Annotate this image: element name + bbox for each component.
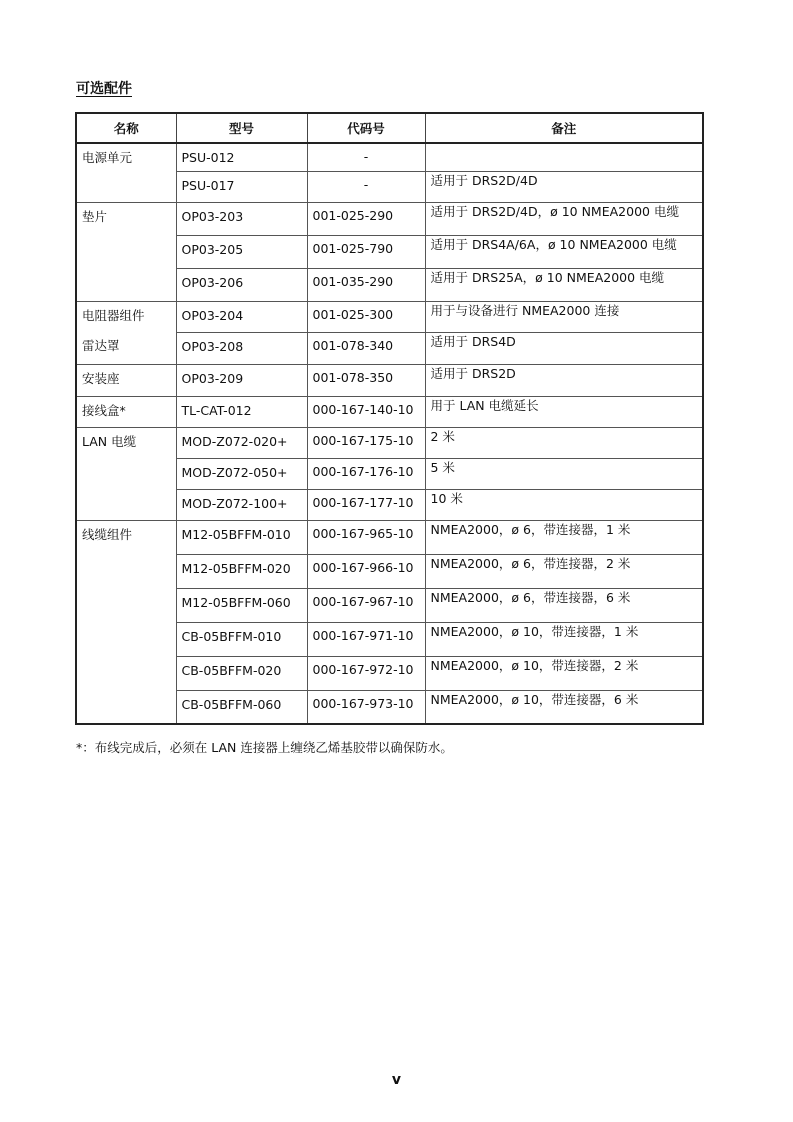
- cell-code: [307, 656, 425, 690]
- cell-model: [176, 364, 307, 396]
- cell-code: [307, 171, 425, 202]
- cell-model: [176, 396, 307, 427]
- cell-code-text: 000-167-140-10: [312, 401, 414, 417]
- cell-model-text: PSU-012: [181, 150, 235, 165]
- cell-name-text: 雷达罩: [82, 338, 120, 353]
- table-row: [76, 202, 703, 235]
- cell-note: NMEA2000，ø 10，带连接器，6 米: [425, 690, 703, 724]
- cell-name-text: 电源单元: [82, 150, 133, 165]
- cell-code: [307, 301, 425, 332]
- table-row: [76, 364, 703, 396]
- cell-note: 5 米: [425, 458, 703, 489]
- cell-name-text: [82, 622, 171, 627]
- cell-code-text: 001-025-300: [312, 306, 394, 322]
- cell-name-text: LAN 电缆: [82, 433, 137, 449]
- optional-accessories-table: [75, 112, 704, 725]
- cell-model-text: PSU-017: [181, 177, 235, 193]
- cell-code-text: -: [363, 149, 369, 164]
- cell-note: 10 米: [425, 489, 703, 520]
- cell-model-text: OP03-205: [181, 241, 244, 257]
- cell-note: 2 米: [425, 427, 703, 458]
- cell-name: [76, 622, 176, 656]
- cell-note: NMEA2000，ø 10，带连接器，2 米: [425, 656, 703, 690]
- table-row: [76, 656, 703, 690]
- cell-code: [307, 202, 425, 235]
- cell-note: NMEA2000，ø 6，带连接器，6 米: [425, 588, 703, 622]
- cell-name: [76, 489, 176, 520]
- cell-name: [76, 427, 176, 458]
- footnote: *：布线完成后，必须在 LAN 连接器上缠绕乙烯基胶带以确保防水。: [76, 740, 453, 755]
- cell-model: [176, 690, 307, 724]
- cell-code: [307, 396, 425, 427]
- cell-code-text: 000-167-972-10: [312, 661, 414, 677]
- cell-note: 用于 LAN 电缆延长: [425, 396, 703, 427]
- cell-note: NMEA2000，ø 6，带连接器，1 米: [425, 520, 703, 554]
- cell-note: 适用于 DRS2D: [425, 364, 703, 396]
- table-header-row: [76, 113, 703, 143]
- cell-model-text: OP03-203: [181, 208, 244, 224]
- cell-note: 适用于 DRS25A，ø 10 NMEA2000 电缆: [425, 268, 703, 301]
- cell-name: [76, 554, 176, 588]
- table-row: [76, 690, 703, 724]
- cell-name-text: [82, 489, 171, 494]
- cell-code-text: 000-167-966-10: [312, 559, 414, 575]
- cell-name: [76, 235, 176, 268]
- cell-name: [76, 268, 176, 301]
- cell-model: [176, 520, 307, 554]
- cell-name-text: 线缆组件: [82, 526, 133, 542]
- cell-note: 适用于 DRS4D: [425, 332, 703, 364]
- table-row: [76, 268, 703, 301]
- cell-model: [176, 458, 307, 489]
- cell-model-text: OP03-204: [181, 307, 244, 323]
- table-row: [76, 489, 703, 520]
- cell-name-text: 电阻器组件: [82, 307, 145, 323]
- cell-name: [76, 690, 176, 724]
- cell-model: [176, 332, 307, 364]
- table-row: [76, 301, 703, 332]
- cell-model-text: OP03-206: [181, 274, 244, 290]
- table-row: [76, 622, 703, 656]
- cell-name: [76, 171, 176, 202]
- page-number: v: [391, 1072, 402, 1088]
- cell-code: [307, 427, 425, 458]
- cell-model: [176, 588, 307, 622]
- cell-model: [176, 143, 307, 171]
- cell-name-text: [82, 235, 171, 240]
- cell-model: [176, 171, 307, 202]
- cell-model-text: MOD-Z072-020+: [181, 433, 288, 449]
- cell-code-text: 000-167-967-10: [312, 593, 414, 609]
- cell-model-text: M12-05BFFM-060: [181, 594, 291, 610]
- cell-code: [307, 554, 425, 588]
- cell-name-text: [82, 171, 171, 176]
- cell-name: [76, 396, 176, 427]
- table-row: [76, 143, 703, 171]
- table-row: [76, 427, 703, 458]
- cell-model-text: CB-05BFFM-010: [181, 628, 282, 644]
- cell-name-text: [82, 588, 171, 593]
- cell-code: [307, 332, 425, 364]
- cell-code-text: 000-167-177-10: [312, 494, 414, 510]
- cell-code: [307, 143, 425, 171]
- cell-code: [307, 520, 425, 554]
- cell-name-text: [82, 268, 171, 273]
- cell-model: [176, 656, 307, 690]
- cell-model-text: MOD-Z072-050+: [181, 464, 288, 480]
- table-row: [76, 520, 703, 554]
- cell-code-text: -: [363, 176, 369, 192]
- cell-name-text: [82, 690, 171, 695]
- cell-name: [76, 143, 176, 171]
- cell-name-text: 安装座: [82, 370, 120, 386]
- cell-name: [76, 458, 176, 489]
- cell-code: [307, 235, 425, 268]
- cell-note: [425, 143, 703, 171]
- cell-code-text: 000-167-175-10: [312, 432, 414, 448]
- cell-model-text: CB-05BFFM-020: [181, 662, 282, 678]
- cell-note: 适用于 DRS4A/6A，ø 10 NMEA2000 电缆: [425, 235, 703, 268]
- cell-name: [76, 202, 176, 235]
- header-model: 型号: [176, 113, 307, 143]
- header-name: 名称: [76, 113, 176, 143]
- cell-name: [76, 520, 176, 554]
- table-row: [76, 588, 703, 622]
- cell-name-text: 接线盒*: [82, 402, 126, 418]
- table-row: [76, 235, 703, 268]
- cell-note: NMEA2000，ø 6，带连接器，2 米: [425, 554, 703, 588]
- cell-code-text: 001-025-290: [312, 207, 394, 223]
- cell-name: [76, 588, 176, 622]
- cell-model-text: OP03-208: [181, 338, 244, 354]
- section-title: 可选配件: [76, 81, 132, 97]
- cell-name: [76, 301, 176, 332]
- cell-model-text: TL-CAT-012: [181, 402, 252, 418]
- cell-note: 适用于 DRS2D/4D，ø 10 NMEA2000 电缆: [425, 202, 703, 235]
- cell-model-text: M12-05BFFM-020: [181, 560, 291, 576]
- cell-code: [307, 489, 425, 520]
- cell-name-text: [82, 458, 171, 463]
- cell-model: [176, 554, 307, 588]
- cell-code-text: 001-078-340: [312, 337, 394, 353]
- cell-code: [307, 622, 425, 656]
- cell-model-text: MOD-Z072-100+: [181, 495, 288, 511]
- cell-model-text: OP03-209: [181, 370, 244, 386]
- cell-name-text: 垫片: [82, 208, 108, 224]
- cell-model: [176, 235, 307, 268]
- cell-code: [307, 690, 425, 724]
- cell-model-text: M12-05BFFM-010: [181, 526, 291, 542]
- cell-note: 用于与设备进行 NMEA2000 连接: [425, 301, 703, 332]
- table-row: [76, 171, 703, 202]
- cell-note: 适用于 DRS2D/4D: [425, 171, 703, 202]
- cell-model: [176, 301, 307, 332]
- cell-note: NMEA2000，ø 10，带连接器，1 米: [425, 622, 703, 656]
- cell-name-text: [82, 656, 171, 661]
- cell-name: [76, 364, 176, 396]
- cell-name: [76, 332, 176, 364]
- cell-code-text: 001-078-350: [312, 369, 394, 385]
- table-row: [76, 332, 703, 364]
- table-row: [76, 554, 703, 588]
- cell-model: [176, 268, 307, 301]
- table-row: [76, 458, 703, 489]
- cell-model: [176, 427, 307, 458]
- cell-code-text: 001-025-790: [312, 240, 394, 256]
- cell-code: [307, 458, 425, 489]
- header-code: 代码号: [307, 113, 425, 143]
- cell-model: [176, 202, 307, 235]
- cell-name-text: [82, 554, 171, 559]
- cell-model-text: CB-05BFFM-060: [181, 696, 282, 712]
- table-row: [76, 396, 703, 427]
- cell-code-text: 000-167-971-10: [312, 627, 414, 643]
- cell-code-text: 000-167-176-10: [312, 463, 414, 479]
- cell-model: [176, 489, 307, 520]
- cell-code: [307, 268, 425, 301]
- cell-code-text: 000-167-965-10: [312, 525, 414, 541]
- cell-code: [307, 588, 425, 622]
- cell-model: [176, 622, 307, 656]
- cell-code: [307, 364, 425, 396]
- cell-name: [76, 656, 176, 690]
- header-note: 备注: [425, 113, 703, 143]
- cell-code-text: 001-035-290: [312, 273, 394, 289]
- cell-code-text: 000-167-973-10: [312, 695, 414, 711]
